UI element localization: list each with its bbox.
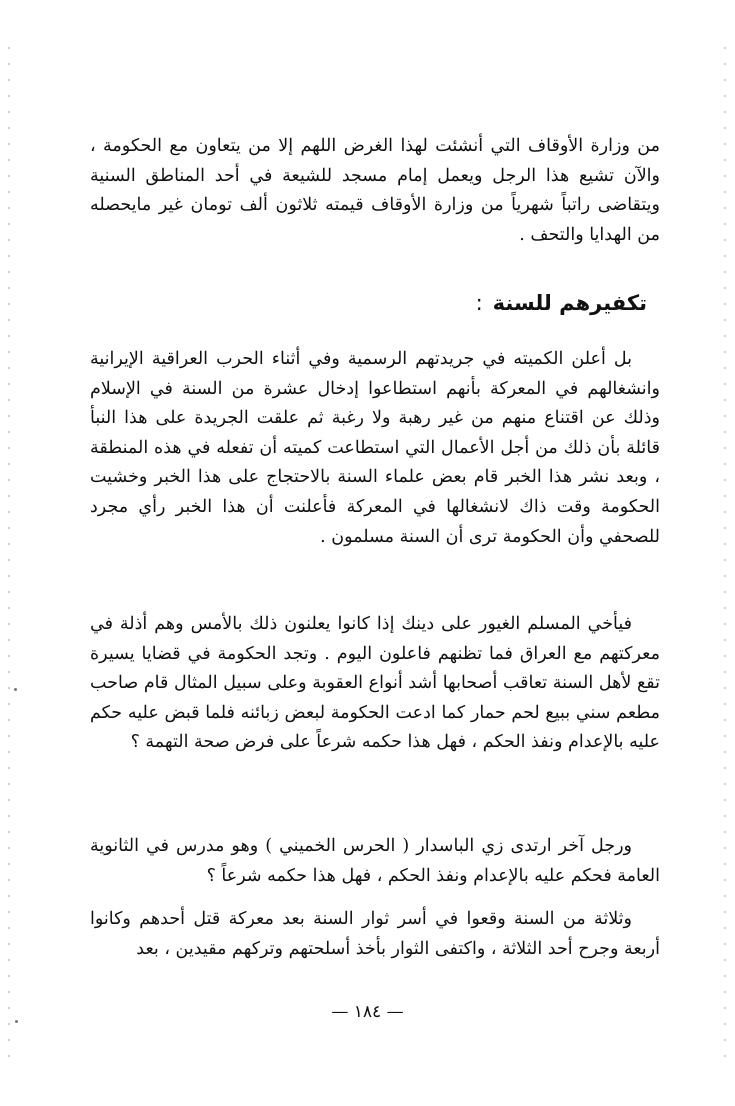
scan-speck	[15, 1020, 18, 1023]
body-paragraph-4	[90, 905, 660, 964]
intro-paragraph: من وزارة الأوقاف التي أنشئت لهذا الغرض اللهم إلا من يتعاون مع الحكومة ، والآن تشيع هذا الرجل ويعمل إمام مسجد للشيعة في أحد المناطق السنية ويتقاضى راتباً شهرياً من وزارة الأوقاف قيمته ثلاثون ألف تومان غير مايحصله من الهدايا والتحف .	[90, 136, 660, 245]
scan-edge-left	[8, 40, 10, 1066]
paragraph-text: بل أعلن الكميته في جريدتهم الرسمية وفي أثناء الحرب العراقية الإيرانية وانشغالهم في المعركة بأنهم استطاعوا إدخال عشرة من السنة في الإسلام وذلك عن اقتناع منهم من غير رهبة ولا رغبة ثم علقت الجريدة على هذا النبأ قائلة بأن ذلك من أجل الأعمال التي استطاعت كميته أن تفعله في هذه المنطقة ، وبعد نشر هذا الخبر قام بعض علماء السنة بالاحتجاج على هذا الخبر وخشيت الحكومة وقت ذاك لانشغالها في المعركة فأعلنت أن هذا الخبر رأي مجرد للصحفي وأن الحكومة ترى أن السنة مسلمون .	[90, 349, 660, 547]
body-paragraph-2	[90, 610, 660, 758]
section-colon: :	[475, 291, 483, 315]
intro-text	[90, 132, 660, 250]
paragraph-text: ورجل آخر ارتدى زي الباسدار ( الحرس الخميني ) وهو مدرس في الثانوية العامة فحكم عليه بالإعدام ونفذ الحكم ، فهل هذا حكمه شرعاً ؟	[90, 836, 660, 886]
body-paragraph-1	[90, 345, 660, 552]
body-paragraph-3	[90, 832, 660, 891]
section-title: تكفيرهم للسنة	[492, 291, 647, 315]
paragraph-text: فيأخي المسلم الغيور على دينك إذا كانوا يعلنون ذلك بالأمس وهم أذلة في معركتهم مع العراق فما تظنهم فاعلون اليوم . وتجد الحكومة في قضايا يسيرة تقع لأهل السنة تعاقب أصحابها أشد أنواع العقوبة وعلى سبيل المثال قام صاحب مطعم سني ببيع لحم حمار كما ادعت الحكومة لبعض زبائنه فلما قبض عليه حكم عليه بالإعدام ونفذ الحكم ، فهل هذا حكمه شرعاً على فرض صحة التهمة ؟	[90, 614, 660, 753]
paragraph-text: وثلاثة من السنة وقعوا في أسر ثوار السنة بعد معركة قتل أحدهم وكانوا أربعة وجرح أحد الثلاثة ، واكتفى الثوار بأخذ أسلحتهم وتركهم مقيدين ، بعد	[90, 909, 660, 959]
section-heading	[476, 288, 647, 318]
scan-edge-right	[724, 40, 726, 1066]
page-number: — ١٨٤ —	[331, 1002, 404, 1022]
scan-speck	[14, 688, 17, 691]
